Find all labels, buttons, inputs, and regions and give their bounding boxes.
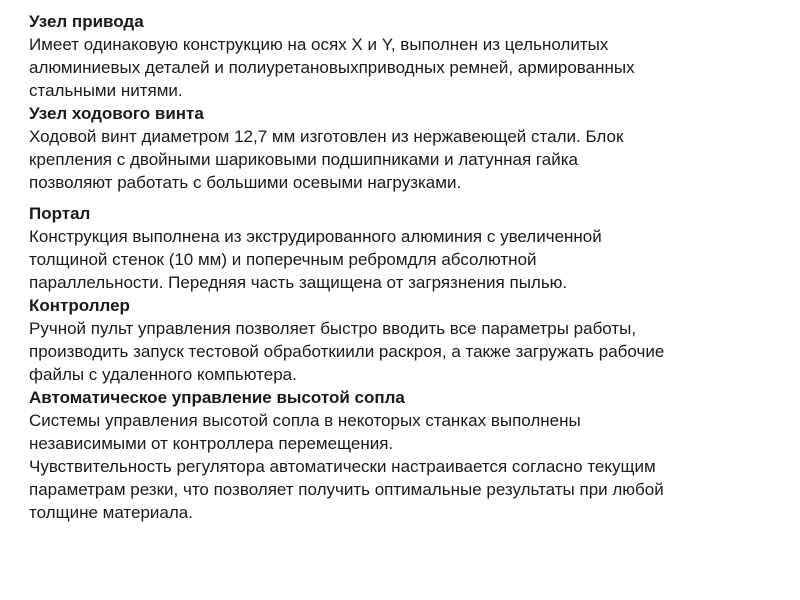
paragraph-line: Системы управления высотой сопла в некоторых станках выполнены xyxy=(29,411,581,430)
paragraph-line: параметрам резки, что позволяет получить оптимальные результаты при любой xyxy=(29,480,664,499)
paragraph-line: файлы с удаленного компьютера. xyxy=(29,365,297,384)
section-heading: Портал xyxy=(29,204,91,223)
section-heading: Узел ходового винта xyxy=(29,104,204,123)
section-heading: Узел привода xyxy=(29,12,144,31)
paragraph-line: алюминиевых деталей и полиуретановыхприводных ремней, армированных xyxy=(29,58,635,77)
paragraph-line: Конструкция выполнена из экструдированного алюминия с увеличенной xyxy=(29,227,602,246)
section-controller xyxy=(29,294,789,386)
paragraph-line: производить запуск тестовой обработкиили раскроя, а также загружать рабочие xyxy=(29,342,665,361)
section-nozzle-height-control xyxy=(29,386,789,524)
paragraph-line: параллельности. Передняя часть защищена от загрязнения пылью. xyxy=(29,273,568,292)
section-heading: Автоматическое управление высотой сопла xyxy=(29,388,405,407)
paragraph-line: толщине материала. xyxy=(29,503,193,522)
paragraph-line: Ходовой винт диаметром 12,7 мм изготовлен из нержавеющей стали. Блок xyxy=(29,127,624,146)
document-page xyxy=(29,10,789,524)
paragraph-line: позволяют работать с большими осевыми нагрузками. xyxy=(29,173,462,192)
section-spacer xyxy=(29,194,789,202)
section-drive-unit xyxy=(29,10,789,102)
paragraph-line: стальными нитями. xyxy=(29,81,183,100)
section-gantry xyxy=(29,202,789,294)
paragraph-line: Чувствительность регулятора автоматически настраивается согласно текущим xyxy=(29,457,656,476)
section-lead-screw xyxy=(29,102,789,194)
paragraph-line: крепления с двойными шариковыми подшипниками и латунная гайка xyxy=(29,150,578,169)
paragraph-line: Ручной пульт управления позволяет быстро вводить все параметры работы, xyxy=(29,319,637,338)
paragraph-line: Имеет одинаковую конструкцию на осях X и Y, выполнен из цельнолитых xyxy=(29,35,609,54)
section-heading: Контроллер xyxy=(29,296,130,315)
paragraph-line: толщиной стенок (10 мм) и поперечным ребромдля абсолютной xyxy=(29,250,537,269)
paragraph-line: независимыми от контроллера перемещения. xyxy=(29,434,394,453)
